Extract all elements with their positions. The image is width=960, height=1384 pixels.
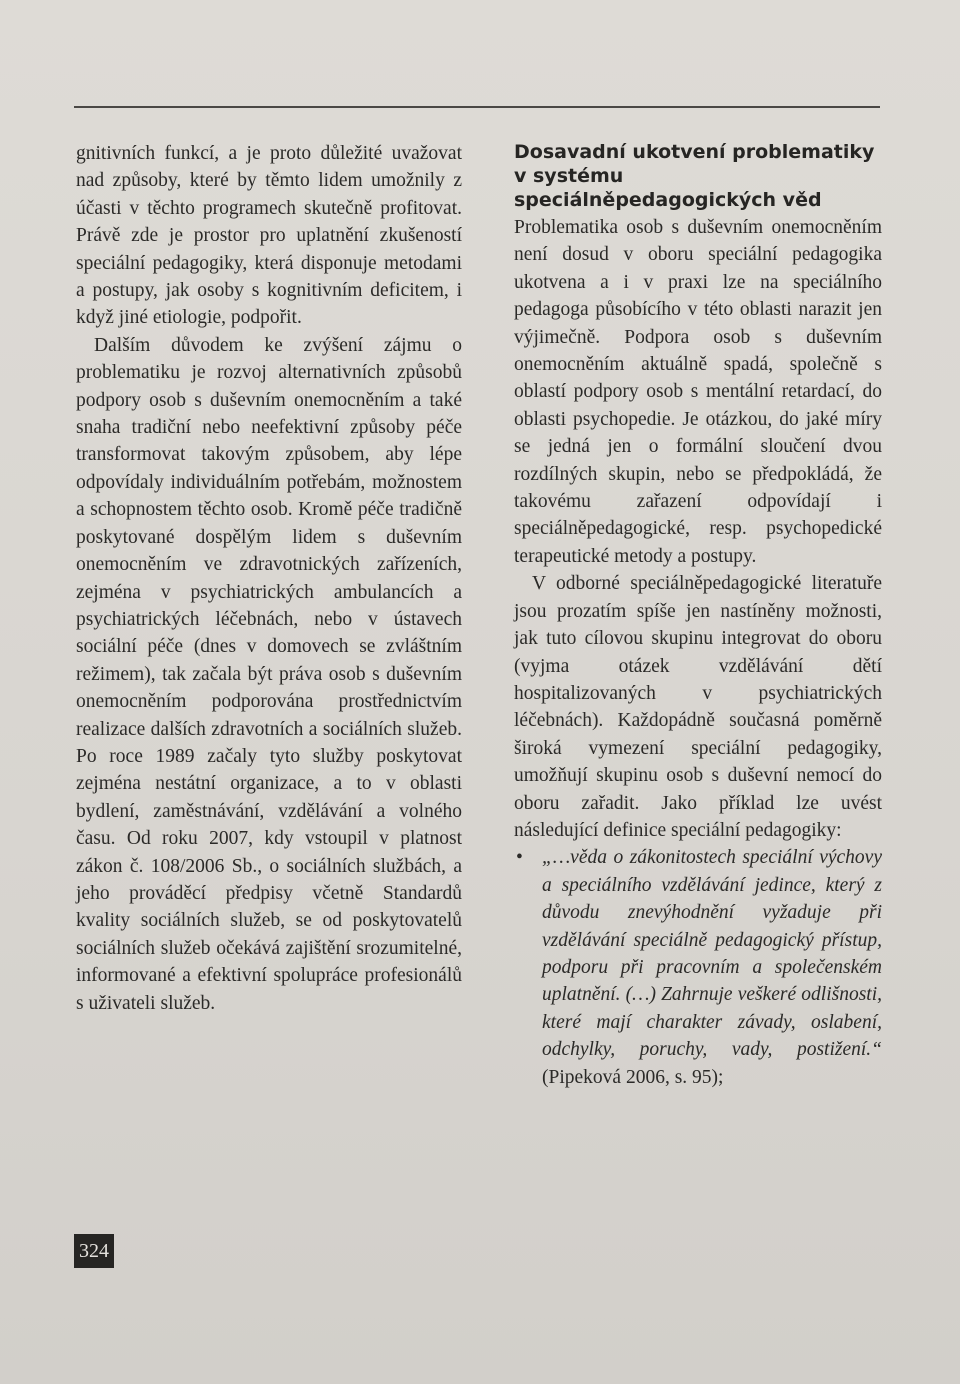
- top-rule: [74, 106, 880, 108]
- list-item: [514, 844, 882, 1091]
- bullet-icon: •: [516, 847, 523, 869]
- left-column: [76, 140, 462, 1017]
- right-paragraph-2: V odborné speciálněpedagogické literatuře jsou prozatím spíše jen nastíněny možnosti, jak tuto cílovou skupinu integrovat do oboru (vyjma otázek vzdělávání dětí hospitalizovaných v psychiatrických léčebnách). Každopádně současná poměrně široká vymezení speciální pedagogiky, umožňují skupinu osob s duševní nemocí do oboru zařadit. Jako příklad lze uvést následující definice speciální pedagogiky:: [514, 573, 882, 841]
- left-paragraph-1: gnitivních funkcí, a je proto důležité uvažovat nad způsoby, které by těmto lidem umožnily z účasti v těchto programech skutečně profitovat. Právě zde je prostor pro uplatnění zkušeností speciální pedagogiky, která disponuje metodami a postupy, jak osoby s kognitivním deficitem, i když jiné etiologie, podpořit.: [76, 143, 462, 329]
- section-heading: Dosavadní ukotvení problematiky v systému speciálněpedagogických věd: [514, 141, 875, 211]
- right-column: [514, 140, 882, 1091]
- citation: (Pipeková 2006, s. 95);: [542, 1066, 724, 1088]
- page-number: 324: [74, 1234, 114, 1268]
- definition-quote: „…věda o zákonitostech speciální výchovy a speciálního vzdělávání jedince, který z důvodu znevýhodnění vyžaduje při vzdělávání speciálně pedagogický přístup, podporu při pracovním a společenském uplatnění. (…) Zahrnuje veškeré odlišnosti, které mají charakter závady, oslabení, odchylky, poruchy, vady, postižení.“: [542, 847, 882, 1061]
- right-paragraph-1: Problematika osob s duševním onemocněním není dosud v oboru speciální pedagogika ukotvena a i v praxi lze na speciálního pedagoga působícího v této oblasti narazit jen výjimečně. Podpora osob s duševním onemocněním aktuálně spadá, společně s oblastí podpory osob s mentální retardací, do oblasti psychopedie. Je otázkou, do jaké míry se jedná jen o formální sloučení dvou rozdílných skupin, nebo se předpokládá, že takovému zařazení odpovídají i speciálněpedagogické, resp. psychopedické terapeutické metody a postupy.: [514, 217, 882, 567]
- definition-list: [514, 844, 882, 1091]
- left-paragraph-2: Dalším důvodem ke zvýšení zájmu o problematiku je rozvoj alternativních způsobů podpory osob s duševním onemocněním a také snaha tradiční nebo neefektivní způsoby péče transformovat takovým způsobem, aby lépe odpovídaly individuálním potřebám, možnostem a schopnostem těchto osob. Kromě péče tradičně poskytované dospělým lidem s duševním onemocněním ve zdravotnických zařízeních, zejména v psychiatrických ambulancích a psychiatrických léčebnách, nebo v ústavech sociální péče (dnes v domovech se zvláštním režimem), tak začala být práva osob s duševním onemocněním podporována prostřednictvím realizace dalších zdravotních a sociálních služeb. Po roce 1989 začaly tyto služby poskytovat zejména nestátní organizace, a to v oblasti bydlení, zaměstnávání, vzdělávání a volného času. Od roku 2007, kdy vstoupil v platnost zákon č. 108/2006 Sb., o sociálních službách, a jeho prováděcí předpisy včetně Standardů kvality sociálních služeb, se od poskytovatelů sociálních služeb očekává zajištění srozumitelné, informované a efektivní spolupráce profesionálů s uživateli služeb.: [76, 334, 462, 1014]
